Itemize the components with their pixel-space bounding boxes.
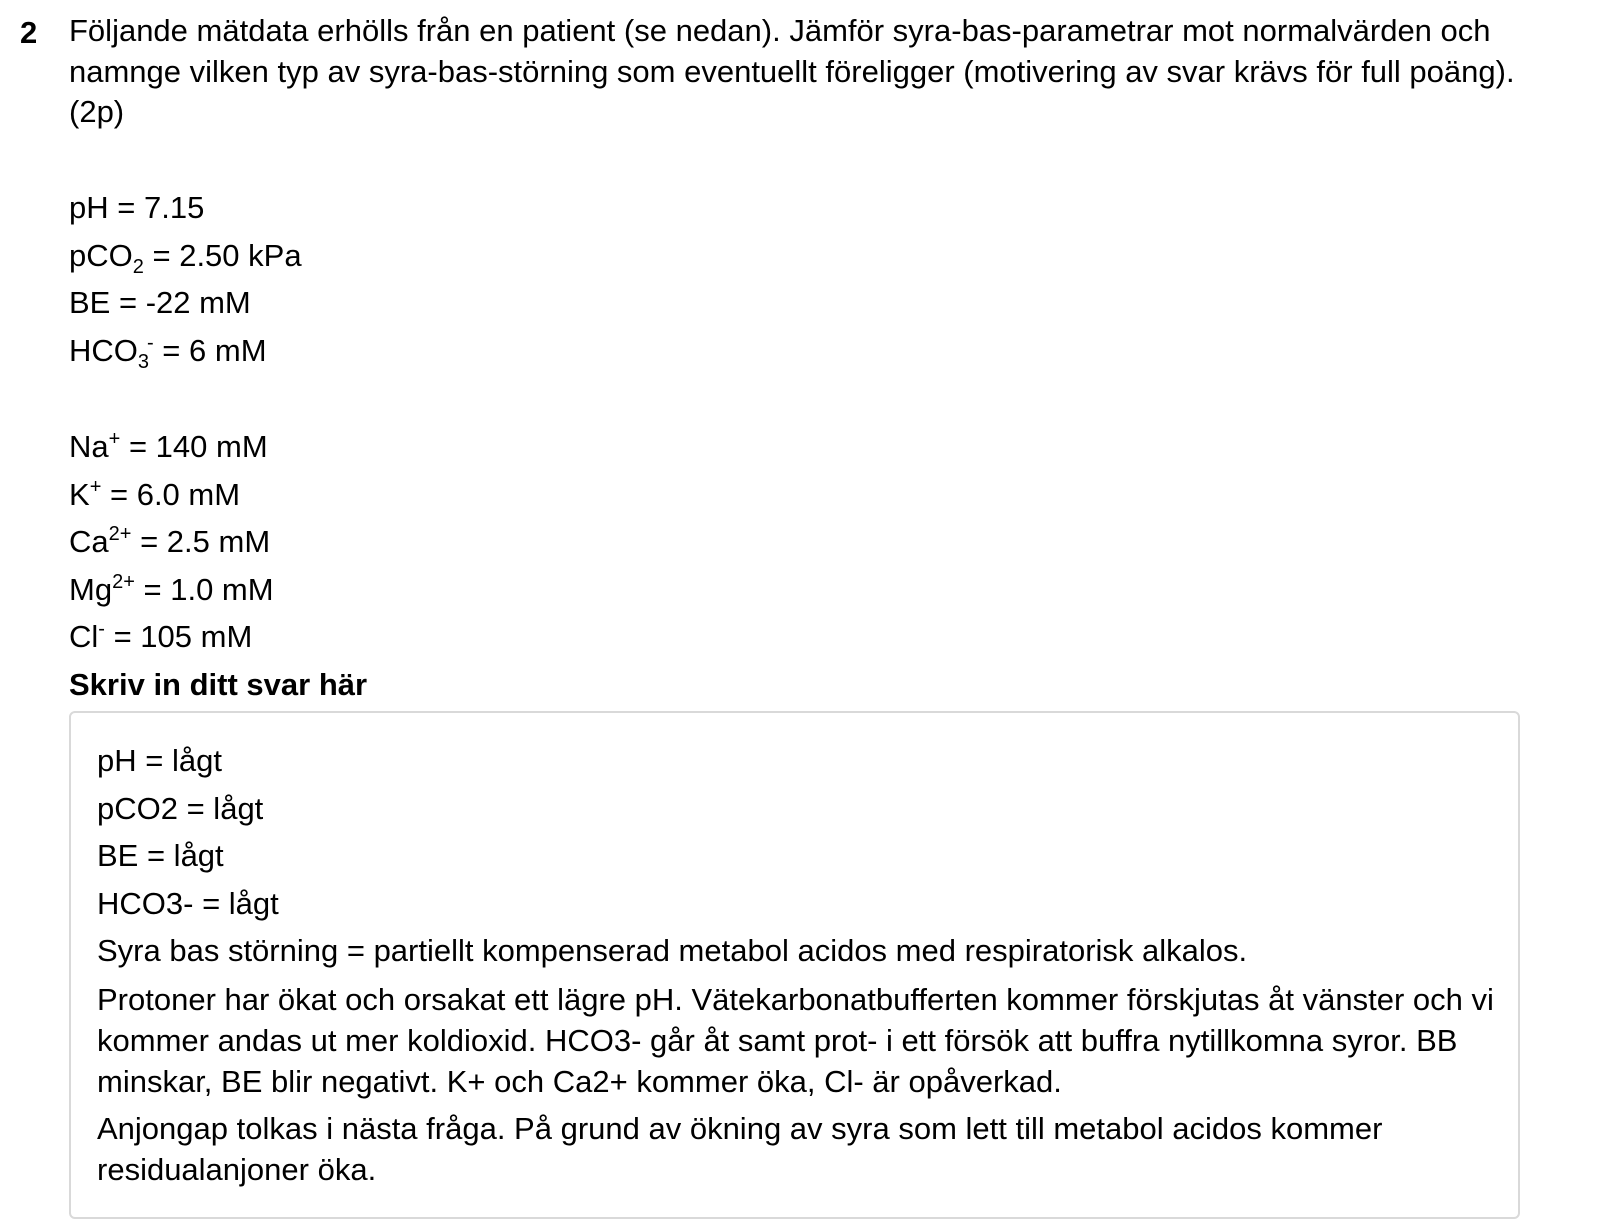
answer-line: pH = lågt — [97, 743, 222, 778]
measurement-ca: $Ca^{2+} = 2.5$ mM — [69, 523, 271, 559]
measurement-mg: $Mg^{2+} = 1.0$ mM — [69, 570, 274, 607]
question-prompt: Följande mätdata erhölls från en patient (se nedan). Jämför syra-bas-parametrar mot normalvärden och namnge vilken typ av syra-bas-störning som eventuellt föreligger (motivering av svar krävs för full poäng). (2p) — [69, 13, 1515, 129]
answer-paragraph: Anjongap tolkas i nästa fråga. På grund av ökning av syra som lett till metabol acidos kommer residualanjoner öka. — [97, 1110, 1383, 1187]
answer-line: HCO3- = lågt — [97, 885, 279, 921]
measurement-ph: pH = 7.15 — [69, 190, 205, 225]
answer-line: Syra bas störning = partiellt kompenserad metabol acidos med respiratorisk alkalos. — [97, 933, 1248, 968]
question-number: 2 — [20, 15, 38, 50]
question-text — [69, 11, 1569, 133]
ion-measurements — [69, 427, 769, 665]
answer-line: pCO2 = lågt — [97, 790, 264, 826]
measurement-na: Na+ = 140 mM — [69, 428, 268, 464]
answer-textbox[interactable] — [69, 711, 1520, 1219]
measurement-pco2: pCO$_2$ = 2.50 kPa — [69, 237, 302, 278]
answer-paragraph: Protoner har ökat och orsakat ett lägre pH. Vätekarbonatbufferten kommer förskjutas åt vänster och vi kommer andas ut mer koldioxid. HCO3- går åt samt prot- i ett försök att buffra nytillkomna syror. BB minskar, BE blir negativt. K+ och Ca2+ kommer öka, Cl- är opåverkad. — [97, 981, 1494, 1099]
measurement-k: K+ = 6.0 mM — [69, 475, 241, 512]
answer-label: Skriv in ditt svar här — [69, 667, 368, 702]
blood-gas-measurements — [69, 188, 769, 378]
answer-line: BE = lågt — [97, 838, 224, 873]
measurement-cl: Cl- = 105 mM — [69, 618, 253, 654]
measurement-hco3: $HCO_3^- = 6$ mM — [69, 331, 267, 373]
measurement-be: BE = -22 mM — [69, 285, 251, 320]
